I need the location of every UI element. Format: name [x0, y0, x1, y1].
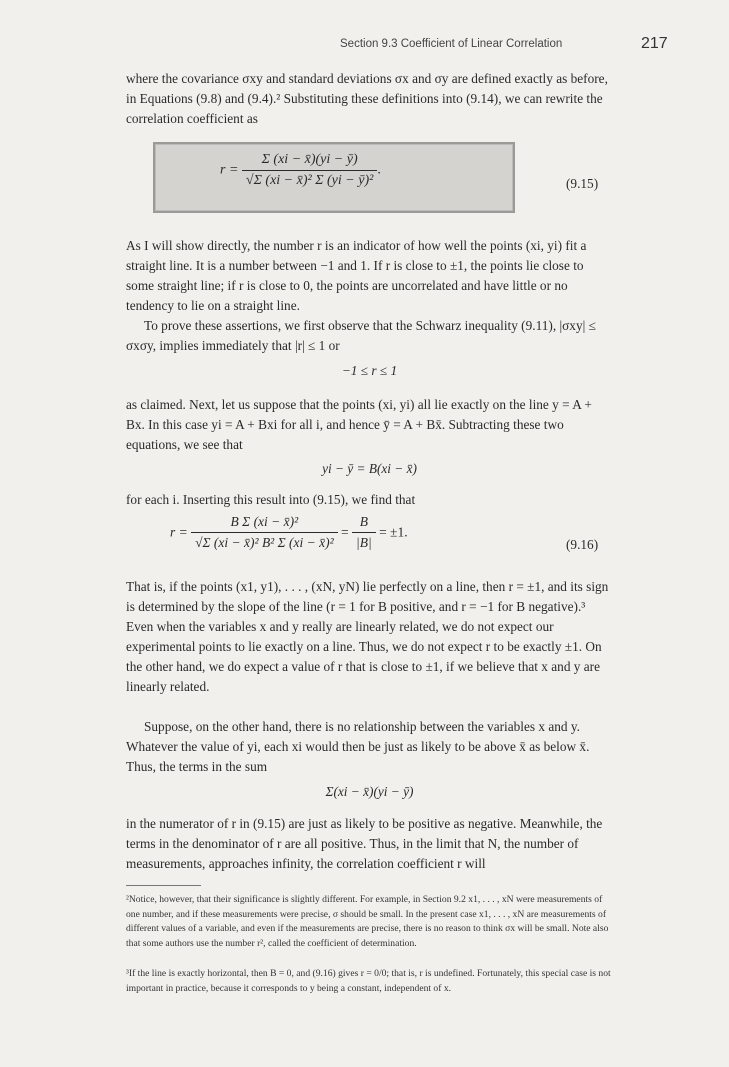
equation-9-15 [220, 152, 500, 189]
eq-lhs: r = [170, 524, 188, 540]
equation-9-16 [170, 514, 570, 551]
eq-period: . [377, 162, 381, 178]
eq-equals: = [341, 524, 349, 540]
running-header: Section 9.3 Coefficient of Linear Correlation [340, 38, 563, 50]
eq-fraction-b [352, 514, 376, 551]
equation-difference: yi − ȳ = B(xi − x̄) [322, 461, 417, 476]
equation-label: (9.15) [566, 176, 599, 191]
eq-numerator-b: B [352, 514, 376, 533]
footnote-rule [126, 885, 201, 886]
eq-denominator-b: |B| [356, 535, 372, 550]
paragraph-perfect-line: That is, if the points (x1, y1), . . . , (xN, yN) lie perfectly on a line, then r = ±1, and its sign is determined by the slope of the line (r = 1 for B positive, and r = −1 for B negative).³ Even when the variables x and y really are linearly related, we do not expect our experimental points to lie exactly on a line. Thus, we do not expect r to be exactly ±1. On the other hand, we do expect a value of r that is close to ±1, if we believe that x and y are linearly related. [126, 579, 609, 694]
footnote-3: ³If the line is exactly horizontal, then B = 0, and (9.16) gives r = 0/0; that is, r is undefined. Fortunately, this special case is not important in practice, because it corresponds to y being a constant, independent of x. [126, 968, 611, 994]
eq-denominator: √Σ (xi − x̄)² Σ (yi − ȳ)² [245, 173, 374, 188]
paragraph-inserting: for each i. Inserting this result into (9.15), we find that [126, 492, 416, 507]
paragraph-schwarz: To prove these assertions, we first observe that the Schwarz inequality (9.11), |σxy| ≤ σxσy, implies immediately that |r| ≤ 1 or [126, 318, 596, 353]
paragraph-numerator: in the numerator of r in (9.15) are just as likely to be positive as negative. Meanwhile, the terms in the denominator of r are all positive. Thus, in the limit that N, the number of measurements, approaches infinity, the correlation coefficient r will [126, 816, 603, 871]
footnote-2: ²Notice, however, that their significance is slightly different. For example, in Section 9.2 x1, . . . , xN were measurements of one number, and if these measurements were precise, σ should be small. In the present case x1, . . . , xN are measurements of different values of a variable, and even if the measurements are precise, there is no reason to think σx will be small. Note also that some authors use the number r², called the coefficient of determination. [126, 894, 609, 949]
equation-label: (9.16) [566, 537, 599, 552]
equation-inequality: −1 ≤ r ≤ 1 [341, 363, 398, 378]
paragraph-covariance: where the covariance σxy and standard deviations σx and σy are defined exactly as before, in Equations (9.8) and (9.4).² Substituting these definitions into (9.14), we can rewrite the correlation coefficient as [126, 71, 608, 126]
eq-fraction [242, 152, 377, 189]
eq-numerator: B Σ (xi − x̄)² [191, 514, 338, 533]
paragraph-indicator: As I will show directly, the number r is an indicator of how well the points (xi, yi) fit a straight line. It is a number between −1 and 1. If r is close to ±1, the points lie close to some straight line; if r is close to 0, the points are uncorrelated and have little or no tendency to lie on a straight line. [126, 238, 587, 313]
paragraph-exact-line: as claimed. Next, let us suppose that the points (xi, yi) all lie exactly on the line y = A + Bx. In this case yi = A + Bxi for all i, and hence ȳ = A + Bx̄. Subtracting these two equations, we see that [126, 397, 592, 452]
eq-result: = ±1. [379, 524, 408, 540]
equation-sum: Σ(xi − x̄)(yi − ȳ) [325, 784, 414, 799]
eq-numerator: Σ (xi − x̄)(yi − ȳ) [242, 152, 377, 171]
page-number: 217 [641, 35, 668, 52]
eq-fraction [191, 514, 338, 551]
eq-denominator: √Σ (xi − x̄)² B² Σ (xi − x̄)² [195, 535, 334, 550]
eq-lhs: r = [220, 162, 239, 178]
paragraph-no-relationship: Suppose, on the other hand, there is no relationship between the variables x and y. Whatever the value of yi, each xi would then be just as likely to be above x̄ as below x̄. Thus, the terms in the sum [126, 719, 590, 774]
